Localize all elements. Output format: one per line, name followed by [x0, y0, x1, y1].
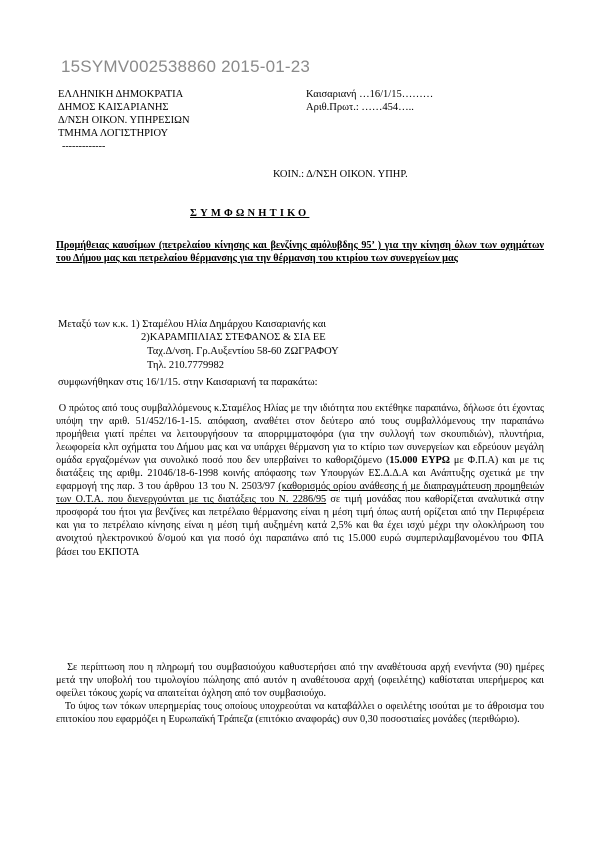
parties-line-2: 2)ΚΑΡΑΜΠΙΛΙΑΣ ΣΤΕΦΑΝΟΣ & ΣΙΑ ΕΕ: [141, 332, 326, 343]
document-subject: Προμήθειας καυσίμων (πετρελαίου κίνησης και βενζίνης αμόλυβδης 95’ ) για την κίνηση όλων των οχημάτων του Δήμου μας και πετρελαίου θέρμανσης για την θέρμανση του κτιρίου των συνεργείων μας: [56, 240, 544, 264]
header-line-department: ΤΜΗΜΑ ΛΟΓΙΣΤΗΡΙΟΥ: [58, 128, 169, 139]
agreement-intro: συμφωνήθηκαν στις 16/1/15. στην Καισαριανή τα παρακάτω:: [58, 377, 318, 388]
header-protocol-number: Αριθ.Πρωτ.: ……454…..: [306, 102, 414, 113]
cc-recipient: ΚΟΙΝ.: Δ/ΝΣΗ ΟΙΚΟΝ. ΥΠΗΡ.: [273, 169, 408, 180]
body-text-2: με Φ.Π.Α) και με τις διατάξεις της αριθμ. 21046/18-6-1998 κοινής απόφασης των Υπουργών ΕΣ.Δ.Δ.Α και Ανάπτυξης σχετικά με την εφαρμογή της παρ. 3 του άρθρου 13 του Ν. 2503/97: [56, 455, 544, 493]
document-title: ΣΥΜΦΩΝΗΤΙΚΟ: [190, 208, 310, 219]
parties-line-phone: Τηλ. 210.7779982: [147, 360, 224, 371]
parties-line-1: Μεταξύ των κ.κ. 1) Σταμέλου Ηλία Δημάρχου Καισαριανής και: [58, 319, 327, 330]
body-paragraph-main: [56, 402, 544, 559]
body-legal-reference: (καθορισμός ορίου ανάθεσης ή με διαπραγμάτευση προμηθειών των Ο.Τ.Α. που διενεργούνται με τις διατάξεις του Ν. 2286/95: [56, 481, 544, 506]
header-line-republic: ΕΛΛΗΝΙΚΗ ΔΗΜΟΚΡΑΤΙΑ: [58, 89, 184, 100]
body-paragraph-interest: [56, 661, 544, 726]
body-amount: 15.000 ΕΥΡΩ: [389, 455, 450, 467]
interest-rate-text: Το ύψος των τόκων υπερημερίας τους οποίους υποχρεούται να καταβάλλει ο οφειλέτης ισούται με το άθροισμα του επιτοκίου που εφαρμόζει η Ευρωπαϊκή Τράπεζα (επιτόκιο αναφοράς) συν 0,30 ποσοστιαίες μονάδες (περιθώριο).: [56, 701, 545, 726]
body-text-3: σε τιμή μονάδας που καθορίζεται αναλυτικά στην προσφορά του ήτοι για βενζίνες και πετρέλαιο θέρμανσης είναι η μέση τιμή όπως αυτή ορίζεται από την Περιφέρεια και για το πετρέλαιο κίνησης είναι η μέση τιμή αυξημένη κατά 2,5% και θα έχει ισχύ μέχρι την ολοκλήρωση του ανοιχτού ηλεκτρονικού δ/σμού και για ποσό όχι παραπάνω από τις 15.000 ευρώ συμπεριλαμβανομένου του ΦΠΑ βάσει του ΕΚΠΟΤΑ: [56, 494, 544, 558]
header-divider-dashes: -------------: [62, 141, 106, 152]
header-date: Καισαριανή …16/1/15………: [306, 89, 434, 100]
header-line-municipality: ΔΗΜΟΣ ΚΑΙΣΑΡΙΑΝΗΣ: [58, 102, 169, 113]
header-line-directorate: Δ/ΝΣΗ ΟΙΚΟΝ. ΥΠΗΡΕΣΙΩΝ: [58, 115, 190, 126]
parties-block: [58, 318, 339, 371]
late-payment-text: Σε περίπτωση που η πληρωμή του συμβασιούχου καθυστερήσει από την αναθέτουσα αρχή ενενήντα (90) ημέρες μετά την υποβολή του τιμολογίου πώλησης από αυτόν η αναθέτουσα αρχή (οφειλέτης) καθίσταται υπερήμερος και οφείλει τόκους χωρίς να απαιτείται όχληση από τον συμβασιούχο.: [56, 662, 544, 700]
parties-line-address: Ταχ.Δ/νση. Γρ.Αυξεντίου 58-60 ΖΩΓΡΑΦΟΥ: [147, 346, 339, 357]
ada-code: 15SYMV002538860 2015-01-23: [61, 57, 311, 76]
body-text-1: Ο πρώτος από τους συμβαλλόμενους κ.Σταμέλος Ηλίας με την ιδιότητα που εκτέθηκε παραπάνω, δήλωσε ότι έχοντας υπόψη την αριθ. 51/452/16-1-15. απόφαση, αναθέτει στον δεύτερο από τους συμβαλλόμενους την παραπάνω προμήθεια γιατί πρέπει να λειτουργήσουν τα απορριμματοφόρα (για την συλλογή των σκουπιδιών), πλυντήρια, λεωφορεία κλπ οχήματα του Δήμου μας και να υπάρχει θέρμανση για το κτίριο των συνεργείων και εδρεύουν μεγάλη ομάδα εργαζομένων για συνολικό ποσό που δεν υπερβαίνει το καθοριζόμενο (: [56, 403, 544, 467]
